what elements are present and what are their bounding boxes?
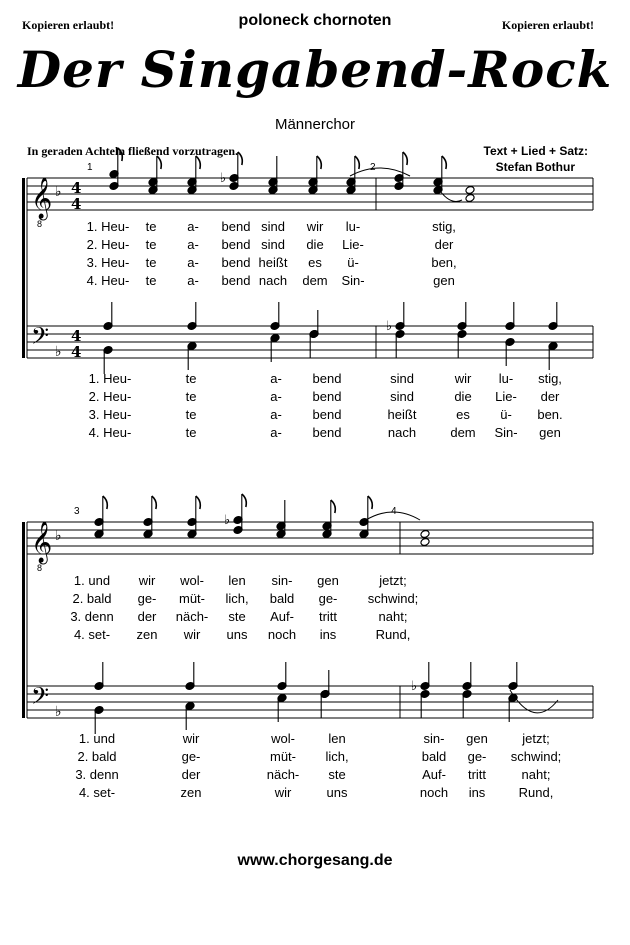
tenor-lyric-syllable: der (137, 609, 157, 624)
note-flag (238, 152, 243, 165)
tenor-lyric-syllable: wir (306, 219, 324, 234)
bass-lyric-syllable: noch (419, 785, 449, 800)
bass-lyric-syllable: wir (182, 731, 200, 746)
bass-lyric-syllable: 3. denn (75, 767, 119, 782)
note-flag (118, 148, 123, 161)
tenor-lyric-syllable: stig, (432, 219, 456, 234)
tenor-lyric-syllable: wir (183, 627, 201, 642)
tenor-lyric-syllable: ste (228, 609, 246, 624)
bass-lyric-syllable: es (456, 407, 470, 422)
tenor-lyric-syllable: 2. Heu- (86, 237, 130, 252)
bass-lyric-syllable: 2. bald (77, 749, 117, 764)
note-flag (442, 156, 447, 169)
tenor-lyric-syllable: len (228, 573, 246, 588)
bass-lyric-syllable: der (181, 767, 201, 782)
treble-clef-icon: 𝄞 (31, 522, 53, 563)
flat-accidental: ♭ (411, 679, 418, 694)
bass-lyric-syllable: len (328, 731, 346, 746)
tenor-lyric-syllable: wol- (180, 573, 204, 588)
time-signature: 4 (71, 327, 82, 345)
bass-lyric-syllable: ge- (467, 749, 487, 764)
tenor-lyric-syllable: ge- (318, 591, 338, 606)
octave-eight: 8 (37, 219, 43, 229)
note-flag (103, 496, 108, 509)
tenor-lyric-syllable: bald (269, 591, 295, 606)
bass-lyric-syllable: Rund, (518, 785, 554, 800)
credits-label: Text + Lied + Satz: (483, 144, 588, 158)
bass-lyric-syllable: 1. Heu- (88, 371, 132, 386)
treble-clef-icon: 𝄞 (31, 178, 53, 219)
tenor-lyric-syllable: es (308, 255, 322, 270)
bass-lyric-syllable: näch- (266, 767, 300, 782)
bass-lyric-syllable: 4. Heu- (88, 425, 132, 440)
bass-lyric-syllable: die (454, 389, 472, 404)
tenor-lyric-syllable: Lie- (342, 237, 364, 252)
bass-lyric-syllable: müt- (270, 749, 296, 764)
flat-accidental: ♭ (224, 513, 231, 528)
tenor-lyric-syllable: lu- (345, 219, 361, 234)
bass-lyric-syllable: sin- (423, 731, 445, 746)
bass-lyric-syllable: ge- (181, 749, 201, 764)
note-flag (196, 496, 201, 509)
tenor-lyric-syllable: sind (261, 237, 285, 252)
tenor-lyric-syllable: naht; (378, 609, 408, 624)
key-signature-flat: ♭ (55, 528, 62, 544)
tenor-lyric-syllable: schwind; (367, 591, 419, 606)
time-signature: 4 (71, 195, 82, 213)
note-flag (157, 156, 162, 169)
tenor-lyric-syllable: sin- (271, 573, 293, 588)
tenor-lyric-syllable: 4. Heu- (86, 273, 130, 288)
bass-lyric-syllable: zen (180, 785, 202, 800)
bass-lyric-syllable: heißt (387, 407, 417, 422)
note-flag (368, 496, 373, 509)
bass-lyric-syllable: der (540, 389, 560, 404)
note-flag (196, 156, 201, 169)
bass-lyric-syllable: bend (312, 389, 342, 404)
tenor-lyric-syllable: zen (136, 627, 158, 642)
tenor-lyric-syllable: te (145, 219, 157, 234)
tenor-lyric-syllable: gen (317, 573, 339, 588)
bass-lyric-syllable: 3. Heu- (88, 407, 132, 422)
bass-lyric-syllable: uns (326, 785, 348, 800)
tenor-lyric-syllable: Sin- (341, 273, 365, 288)
bass-lyric-syllable: ben. (537, 407, 563, 422)
tenor-lyric-syllable: 1. und (73, 573, 111, 588)
bass-lyric-syllable: a- (270, 371, 282, 386)
bass-lyric-syllable: te (185, 425, 197, 440)
key-signature-flat: ♭ (55, 184, 62, 200)
choir-type: Männerchor (274, 116, 356, 133)
tenor-lyric-syllable: ü- (347, 255, 359, 270)
tenor-lyric-syllable: 4. set- (73, 627, 111, 642)
tenor-lyric-syllable: te (145, 273, 157, 288)
bass-lyric-syllable: a- (270, 407, 282, 422)
bass-lyric-syllable: ü- (500, 407, 512, 422)
tenor-lyric-syllable: te (145, 255, 157, 270)
bass-lyric-syllable: a- (270, 389, 282, 404)
tenor-lyric-syllable: lich, (225, 591, 249, 606)
tenor-lyric-syllable: jetzt; (379, 573, 407, 588)
tenor-lyric-syllable: bend (221, 255, 251, 270)
tenor-lyric-syllable: a- (187, 219, 199, 234)
bass-clef-icon: 𝄢 (31, 682, 50, 715)
bass-lyric-syllable: ste (328, 767, 346, 782)
tenor-lyric-syllable: müt- (179, 591, 205, 606)
bass-lyric-syllable: ins (468, 785, 486, 800)
bass-lyric-syllable: te (185, 389, 197, 404)
bass-lyric-syllable: wir (454, 371, 472, 386)
tenor-lyric-syllable: a- (187, 273, 199, 288)
bass-lyric-syllable: bald (421, 749, 447, 764)
tenor-lyric-syllable: Auf- (270, 609, 294, 624)
bass-lyric-syllable: bend (312, 371, 342, 386)
bass-lyric-syllable: sind (390, 371, 414, 386)
tenor-lyric-syllable: der (434, 237, 454, 252)
bass-lyric-syllable: 2. Heu- (88, 389, 132, 404)
tenor-lyric-syllable: bend (221, 219, 251, 234)
tenor-lyric-syllable: nach (258, 273, 288, 288)
flat-accidental: ♭ (386, 319, 393, 334)
bass-lyric-syllable: te (185, 371, 197, 386)
bass-lyric-syllable: wol- (271, 731, 295, 746)
tenor-lyric-syllable: 3. denn (70, 609, 114, 624)
note-flag (403, 152, 408, 165)
note-flag (355, 156, 360, 169)
tenor-lyric-syllable: ben, (431, 255, 457, 270)
key-signature-flat: ♭ (55, 344, 62, 360)
bass-lyric-syllable: wir (274, 785, 292, 800)
publisher-name: poloneck chornoten (238, 12, 392, 29)
copy-allowed-right: Kopieren erlaubt! (501, 18, 594, 32)
bass-lyric-syllable: naht; (521, 767, 551, 782)
bass-lyric-syllable: lu- (498, 371, 514, 386)
tenor-lyric-syllable: ins (319, 627, 337, 642)
flat-accidental: ♭ (220, 171, 227, 186)
time-signature: 4 (71, 179, 82, 197)
system-bracket (22, 178, 25, 358)
composer-name: Stefan Bothur (495, 160, 575, 174)
tenor-lyric-syllable: näch- (175, 609, 209, 624)
bass-lyric-syllable: a- (270, 425, 282, 440)
measure-number: 1 (87, 162, 93, 173)
tenor-lyric-syllable: wir (138, 573, 156, 588)
measure-number: 4 (391, 506, 397, 517)
note-head (465, 186, 475, 195)
bass-lyric-syllable: te (185, 407, 197, 422)
bass-lyric-syllable: lich, (325, 749, 349, 764)
tenor-lyric-syllable: 3. Heu- (86, 255, 130, 270)
bass-lyric-syllable: bend (312, 407, 342, 422)
tenor-lyric-syllable: a- (187, 255, 199, 270)
note-flag (331, 500, 336, 513)
bass-lyric-syllable: jetzt; (522, 731, 550, 746)
measure-number: 2 (370, 162, 376, 173)
bass-lyric-syllable: dem (450, 425, 476, 440)
footer-url[interactable]: www.chorgesang.de (237, 852, 393, 869)
tenor-lyric-syllable: te (145, 237, 157, 252)
tenor-lyric-syllable: noch (267, 627, 297, 642)
bass-lyric-syllable: gen (466, 731, 488, 746)
tenor-lyric-syllable: sind (261, 219, 285, 234)
bass-lyric-syllable: 4. set- (78, 785, 116, 800)
tenor-lyric-syllable: 1. Heu- (86, 219, 130, 234)
tenor-lyric-syllable: dem (302, 273, 328, 288)
tenor-lyric-syllable: bend (221, 237, 251, 252)
tenor-lyric-syllable: ge- (137, 591, 157, 606)
song-title: Der Singabend-Rock (17, 40, 613, 99)
tenor-lyric-syllable: uns (226, 627, 248, 642)
bass-lyric-syllable: Lie- (495, 389, 517, 404)
note-head (465, 194, 475, 203)
octave-eight: 8 (37, 563, 43, 573)
notes (94, 148, 558, 734)
tenor-lyric-syllable: Rund, (375, 627, 411, 642)
bass-lyric-syllable: gen (539, 425, 561, 440)
tenor-lyric-syllable: 2. bald (72, 591, 112, 606)
tenor-lyric-syllable: heißt (258, 255, 288, 270)
key-signature-flat: ♭ (55, 704, 62, 720)
tenor-lyric-syllable: tritt (318, 609, 338, 624)
note-flag (242, 494, 247, 507)
bass-lyric-syllable: nach (387, 425, 417, 440)
note-head (420, 538, 430, 547)
time-signature: 4 (71, 343, 82, 361)
bass-lyric-syllable: Auf- (422, 767, 446, 782)
bass-lyric-syllable: sind (390, 389, 414, 404)
bass-lyric-syllable: stig, (538, 371, 562, 386)
copy-allowed-left: Kopieren erlaubt! (22, 18, 115, 32)
bass-lyric-syllable: schwind; (510, 749, 562, 764)
bass-lyric-syllable: bend (312, 425, 342, 440)
system-bracket (22, 522, 25, 718)
bass-lyric-syllable: Sin- (494, 425, 518, 440)
tenor-lyric-syllable: die (306, 237, 324, 252)
bass-clef-icon: 𝄢 (31, 322, 50, 355)
measure-number: 3 (74, 506, 80, 517)
bass-lyric-syllable: 1. und (78, 731, 116, 746)
tenor-lyric-syllable: gen (433, 273, 455, 288)
note-head (420, 530, 430, 539)
note-flag (317, 156, 322, 169)
slur (510, 690, 558, 713)
tenor-lyric-syllable: bend (221, 273, 251, 288)
tempo-marking: In geraden Achteln fließend vorzutragen. (27, 144, 238, 158)
note-flag (152, 496, 157, 509)
tenor-lyric-syllable: a- (187, 237, 199, 252)
bass-lyric-syllable: tritt (467, 767, 487, 782)
